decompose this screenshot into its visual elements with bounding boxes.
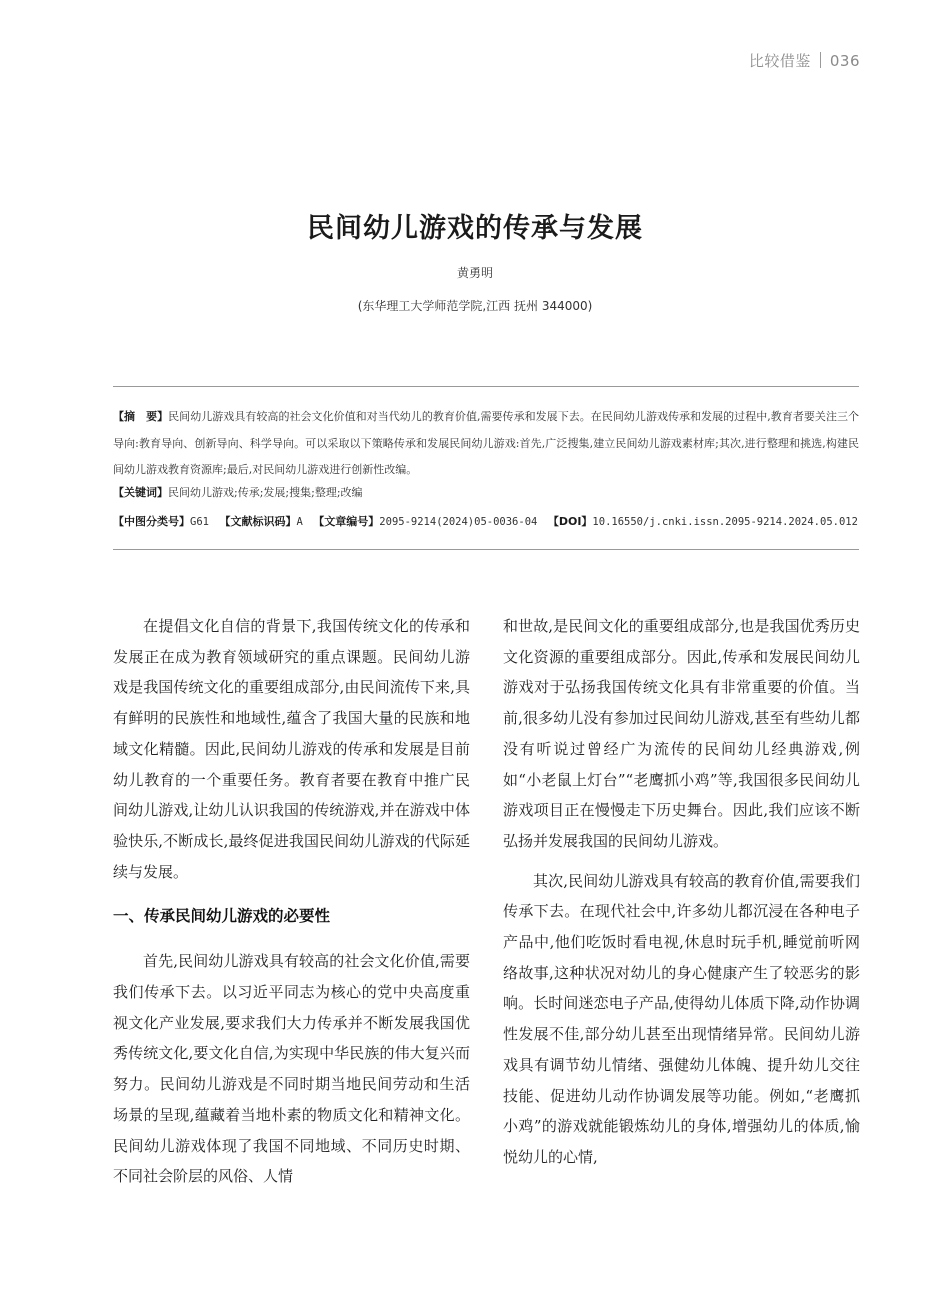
author-affiliation: (东华理工大学师范学院,江西 抚州 344000) [357,299,593,313]
clc-label: 【中图分类号】 [113,515,190,528]
keywords-line [113,484,859,500]
keywords-text: 民间幼儿游戏;传承;发展;搜集;整理;改编 [168,486,363,499]
document-code-value: A [296,516,303,528]
article-number-label: 【文章编号】 [313,515,380,528]
running-head [749,50,860,71]
body-paragraph: 和世故,是民间文化的重要组成部分,也是我国优秀历史文化资源的重要组成部分。因此,传承和发展民间幼儿游戏对于弘扬我国传统文化具有非常重要的价值。当前,很多幼儿没有参加过民间幼儿游戏,甚至有些幼儿都没有听说过曾经广为流传的民间幼儿经典游戏,例如“小老鼠上灯台”“老鹰抓小鸡”等,我国很多民间幼儿游戏项目正在慢慢走下历史舞台。因此,我们应该不断弘扬并发展我国的民间幼儿游戏。 [503,617,860,850]
abstract-label: 【摘 要】 [113,410,169,423]
body-column-right [503,611,860,1173]
body-paragraph: 首先,民间幼儿游戏具有较高的社会文化价值,需要我们传承下去。以习近平同志为核心的党中央高度重视文化产业发展,要求我们大力传承并不断发展我国优秀传统文化,要文化自信,为实现中华民族的伟大复兴而努力。民间幼儿游戏是不同时期当地民间劳动和生活场景的呈现,蕴藏着当地朴素的物质文化和精神文化。民间幼儿游戏体现了我国不同地域、不同历史时期、不同社会阶层的风俗、人情 [113,952,470,1186]
abstract-text: 民间幼儿游戏具有较高的社会文化价值和对当代幼儿的教育价值,需要传承和发展下去。在民间幼儿游戏传承和发展的过程中,教育者要关注三个导向:教育导向、创新导向、科学导向。可以采取以下策略传承和发展民间幼儿游戏:首先,广泛搜集,建立民间幼儿游戏素材库;其次,进行整理和挑选,构建民间幼儿游戏教育资源库;最后,对民间幼儿游戏进行创新性改编。 [113,410,859,476]
body-column-left [113,611,470,1192]
article-title: 民间幼儿游戏的传承与发展 [307,213,643,244]
article-number-value: 2095-9214(2024)05-0036-04 [379,516,538,528]
abstract-block [113,404,859,484]
clc-value: G61 [190,516,209,528]
author-name: 黄勇明 [456,266,493,280]
running-head-divider [820,52,821,68]
doi-label: 【DOI】 [547,515,593,528]
doi-value: 10.16550/j.cnki.issn.2095-9214.2024.05.012 [592,516,858,528]
journal-section-label: 比较借鉴 [748,52,811,70]
page-number: 036 [829,52,860,70]
section-heading: 一、传承民间幼儿游戏的必要性 [113,907,331,926]
abstract-top-rule [113,386,859,387]
document-code-label: 【文献标识码】 [219,515,297,528]
keywords-label: 【关键词】 [113,486,168,499]
abstract-bottom-rule [113,549,859,550]
intro-paragraph: 在提倡文化自信的背景下,我国传统文化的传承和发展正在成为教育领域研究的重点课题。民间幼儿游戏是我国传统文化的重要组成部分,由民间流传下来,具有鲜明的民族性和地域性,蕴含了我国大量的民族和地域文化精髓。因此,民间幼儿游戏的传承和发展是目前幼儿教育的一个重要任务。教育者要在教育中推广民间幼儿游戏,让幼儿认识我国的传统游戏,并在游戏中体验快乐,不断成长,最终促进我国民间幼儿游戏的代际延续与发展。 [113,617,470,881]
body-paragraph: 其次,民间幼儿游戏具有较高的教育价值,需要我们传承下去。在现代社会中,许多幼儿都沉浸在各种电子产品中,他们吃饭时看电视,休息时玩手机,睡觉前听网络故事,这种状况对幼儿的身心健康产生了较恶劣的影响。长时间迷恋电子产品,使得幼儿体质下降,动作协调性发展不佳,部分幼儿甚至出现情绪异常。民间幼儿游戏具有调节幼儿情绪、强健幼儿体魄、提升幼儿交往技能、促进幼儿动作协调发展等功能。例如,“老鹰抓小鸡”的游戏就能锻炼幼儿的身体,增强幼儿的体质,愉悦幼儿的心情, [503,871,860,1166]
classification-line [113,513,859,529]
